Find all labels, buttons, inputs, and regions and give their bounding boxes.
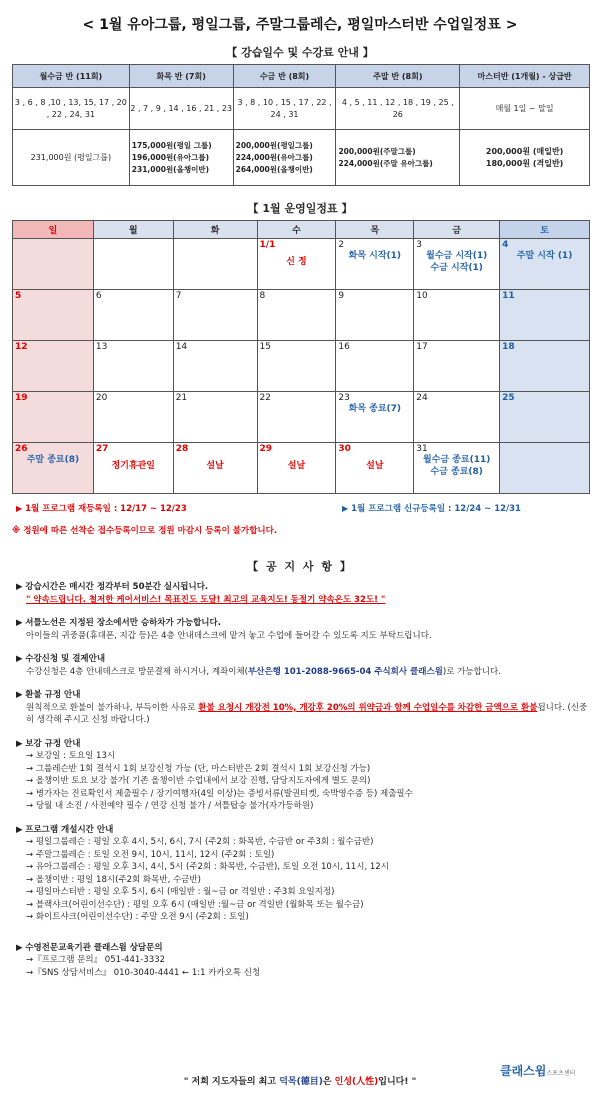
fee-header: 월수금 반 (11회) — [13, 65, 130, 88]
fee-dates: 매월 1일 ~ 말일 — [460, 88, 590, 130]
day-number: 11 — [502, 291, 515, 301]
day-number: 23 — [338, 393, 350, 403]
calendar-day — [93, 239, 173, 290]
calendar-day — [173, 239, 257, 290]
capacity-warning: ※ 정원에 따른 선착순 접수등록이므로 정원 마감시 등록이 불가합니다. — [12, 526, 278, 536]
calendar-day — [414, 392, 500, 443]
footer-slogan: " 저희 지도자들의 최고 덕목(德目)은 인성(人性)입니다! " — [183, 1077, 417, 1087]
calendar-title: 【 1월 운영일정표 】 — [247, 202, 353, 215]
calendar-day — [257, 290, 336, 341]
weekday-header: 금 — [414, 221, 500, 239]
makeup-item: → 올챙이반 토요 보강 불가( 기존 올챙이반 수업내에서 보강 진행, 담당지도자에게 별도 문의) — [26, 776, 371, 786]
day-number: 30 — [338, 444, 351, 454]
day-number: 2 — [338, 240, 345, 250]
calendar-day — [257, 443, 336, 494]
calendar-day — [500, 290, 590, 341]
calendar-event: 월수금 시작(1) — [426, 251, 488, 261]
notice-title: 【 공 지 사 항 】 — [247, 560, 353, 573]
makeup-item: → 병가자는 진료확인서 제출필수 / 장기여행자(4일 이상)는 증빙서류(발권티켓, 숙박영수증 등) 제출필수 — [26, 788, 413, 799]
day-number: 16 — [338, 342, 350, 352]
day-number: 1/1 — [259, 240, 276, 250]
calendar-day — [414, 290, 500, 341]
calendar-day — [93, 290, 173, 341]
calendar-day — [336, 392, 414, 443]
calendar-table — [12, 220, 590, 494]
calendar-event: 화목 종료(7) — [348, 404, 402, 414]
notice-payment: ▶ 수강신청 및 결제안내 수강신청은 4층 안내데스크로 방문결제 하시거나, 계좌이체(부산은행 101-2088-9665-04 주식회사 클래스윔)로 가능합니다. — [16, 654, 501, 677]
day-number: 21 — [175, 393, 188, 403]
calendar-event: 월수금 종료(11) — [423, 455, 491, 465]
calendar-event: 설날 — [287, 461, 306, 471]
day-number: 3 — [416, 240, 422, 250]
brand-logo: 클래스윔스포츠센터 — [500, 1064, 576, 1078]
fee-price: 231,000원 (평일그룹) — [13, 130, 130, 186]
day-number: 26 — [15, 444, 28, 454]
day-number: 4 — [502, 240, 509, 250]
calendar-day — [414, 239, 500, 290]
calendar-event: 신 정 — [286, 257, 307, 267]
day-number: 28 — [175, 444, 189, 454]
calendar-event: 설날 — [366, 461, 384, 471]
fee-header: 화목 반 (7회) — [129, 65, 233, 88]
notice-refund: ▶ 환불 규정 안내 원칙적으로 환불이 불가하나, 부득이한 사유로 환불 요청시 개강전 10%, 개강후 20%의 위약금과 함께 수업일수를 차감한 금액으로 환불됩니다. (신중히 생각해 주시고 신청 바랍니다.) — [16, 690, 588, 725]
calendar-day — [257, 341, 336, 392]
calendar-day — [336, 443, 414, 494]
fee-dates: 2 , 7 , 9 , 14 , 16 , 21 , 23 — [129, 88, 233, 130]
calendar-day — [13, 239, 94, 290]
triangle-icon: ▶ — [16, 618, 23, 628]
weekday-header: 일 — [13, 221, 94, 239]
makeup-item: → 당월 내 소진 / 사전예약 필수 / 연강 신청 불가 / 셔틀탑승 불가(자가등하원) — [26, 801, 314, 811]
calendar-day — [13, 341, 94, 392]
weekday-header: 토 — [500, 221, 590, 239]
fee-header: 주말 반 (8회) — [336, 65, 460, 88]
calendar-day — [173, 290, 257, 341]
calendar-day — [336, 239, 414, 290]
new-registration-period: ▶ 1월 프로그램 신규등록일 : 12/24 ~ 12/31 — [342, 504, 521, 514]
notice-makeup: ▶ 보강 규정 안내 → 보강일 : 토요일 13시 → 그룹레슨반 1회 결석시 1회 보강신청 가능 (단, 마스터반은 2회 결석시 1회 보강신청 가능) → 올챙이반 토요 보강 불가( 기존 올챙이반 수업내에서 보강 진행, 담당지도자에게 별도 문의) → 병가자는 진료확인서 제출필수 / 장기여행자(4일 이상)는 증빙서류(발권티켓, 숙박영수증 등) 제출필수 → 당월 내 소진 / 사전예약 필수 / 연강 신청 불가 / 셔틀탑승 불가(자가등하원) — [16, 738, 588, 813]
calendar-day — [500, 392, 590, 443]
day-number: 18 — [502, 342, 515, 352]
weekday-header: 월 — [93, 221, 173, 239]
program-item: → 주말그룹레슨 : 토일 오전 9시, 10시, 11시, 12시 (주2회 : 토일) — [26, 849, 275, 860]
fee-price: 200,000원(평일그룹) 224,000원(유아그룹) 264,000원(올챙이반) — [233, 130, 336, 186]
program-item: → 평일마스터반 : 평일 오후 5시, 6시 (매일반 : 월~금 or 격일반 : 주3회 요일지정) — [26, 887, 335, 897]
calendar-day — [13, 443, 94, 494]
triangle-icon: ▶ — [16, 654, 23, 664]
fee-table — [12, 64, 590, 186]
notice-time: ▶ 강습시간은 매시간 정각부터 50분간 실시됩니다. " 약속드립니다. 철저한 케어서비스! 목표진도 도달! 최고의 교육지도! 동절기 약속온도 32도! " — [16, 582, 386, 605]
day-number: 15 — [259, 342, 271, 352]
program-item: → 올챙이반 : 평일 18시(주2회 화목반, 수금반) — [26, 874, 201, 885]
calendar-day — [414, 443, 500, 494]
triangle-icon: ▶ — [16, 690, 23, 700]
calendar-day — [257, 392, 336, 443]
makeup-item: → 그룹레슨반 1회 결석시 1회 보강신청 가능 (단, 마스터반은 2회 결석시 1회 보강신청 가능) — [26, 763, 371, 774]
fee-price: 175,000원(평일 그룹) 196,000원(유아그룹) 231,000원(올챙이반) — [129, 130, 233, 186]
program-item: → 평일그룹레슨 : 평일 오후 4시, 5시, 6시, 7시 (주2회 : 화목반, 수금반 or 주3회 : 월수금반) — [26, 837, 374, 847]
weekday-header: 목 — [336, 221, 414, 239]
fee-header: 마스터반 (1개월) - 상급반 — [460, 65, 590, 88]
calendar-event: 주말 시작 (1) — [516, 251, 573, 261]
makeup-item: → 보강일 : 토요일 13시 — [26, 751, 116, 761]
triangle-icon: ▶ — [16, 738, 23, 749]
calendar-day — [173, 443, 257, 494]
fee-price: 200,000원(주말그룹) 224,000원(주말 유아그룹) — [336, 130, 460, 186]
triangle-icon: ▶ — [16, 942, 23, 953]
contact-item: →『프로그램 문의』 051-441-3332 — [26, 955, 166, 965]
calendar-day — [500, 239, 590, 290]
bank-account: 부산은행 101-2088-9665-04 주식회사 클래스윔 — [248, 666, 443, 677]
fee-header: 수금 반 (8회) — [233, 65, 336, 88]
notice-shuttle: ▶ 셔틀노선은 지정된 장소에서만 승하차가 가능합니다. 아이들의 귀중품(휴대폰, 지갑 등)은 4층 안내데스크에 맡겨 놓고 수업에 들어갈 수 있도록 지도 부탁드립니다. — [16, 618, 432, 641]
day-number: 8 — [259, 291, 266, 301]
fee-price: 200,000원 (매일반) 180,000원 (격일반) — [460, 130, 590, 186]
calendar-event: 주말 종료(8) — [26, 455, 80, 465]
calendar-day — [336, 290, 414, 341]
calendar-event: 수금 종료(8) — [430, 467, 483, 477]
day-number: 14 — [175, 342, 188, 352]
calendar-day — [13, 392, 94, 443]
calendar-day — [173, 392, 257, 443]
day-number: 25 — [502, 393, 515, 403]
calendar-day — [257, 239, 336, 290]
day-number: 6 — [95, 291, 102, 301]
calendar-day — [500, 443, 590, 494]
day-number: 10 — [416, 291, 428, 301]
notice-list — [16, 581, 588, 990]
program-item: → 화이트샤크(어린이선수단) : 주말 오전 9시 (주2회 : 토일) — [26, 912, 249, 922]
program-item: → 유아그룹레슨 : 평일 오후 3시, 4시, 5시 (주2회 : 화목반, 수금반), 토일 오전 10시, 11시, 12시 — [26, 862, 389, 872]
calendar-day — [173, 341, 257, 392]
fee-dates: 3 , 8 , 10 , 15 , 17 , 22 , 24 , 31 — [233, 88, 336, 130]
day-number: 9 — [338, 291, 345, 301]
fee-dates: 4 , 5 , 11 , 12 , 18 , 19 , 25 , 26 — [336, 88, 460, 130]
program-item: → 블랙샤크(어린이선수단) : 평일 오후 6시 (매일반 :월~금 or 격일반 (월화목 또는 월수금) — [26, 899, 364, 910]
day-number: 20 — [95, 393, 108, 403]
calendar-event: 수금 시작(1) — [430, 263, 483, 273]
calendar-day — [93, 392, 173, 443]
notice-programs: ▶ 프로그램 개설시간 안내 → 평일그룹레슨 : 평일 오후 4시, 5시, 6시, 7시 (주2회 : 화목반, 수금반 or 주3회 : 월수금반) → 주말그룹레슨 : 토일 오전 9시, 10시, 11시, 12시 (주2회 : 토일) → 유아그룹레슨 : 평일 오후 3시, 4시, 5시 (주2회 : 화목반, 수금반), 토일 오전 10시, 11시, 12시 → 올챙이반 : 평일 18시(주2회 화목반, 수금반) → 평일마스터반 : 평일 오후 5시, 6시 (매일반 : 월~금 or 격일반 : 주3회 요일지정) → 블랙샤크(어린이선수단) : 평일 오후 6시 (매일반 :월~금 or 격일반 (월화목 또는 월수금) → 화이트샤크(어린이선수단) : 주말 오전 9시 (주2회 : 토일) — [16, 824, 588, 924]
day-number: 17 — [416, 342, 428, 352]
triangle-icon: ▶ — [342, 504, 349, 513]
calendar-day — [13, 290, 94, 341]
day-number: 24 — [416, 393, 428, 403]
day-number: 19 — [15, 393, 28, 403]
triangle-icon: ▶ — [16, 824, 23, 835]
day-number: 29 — [259, 444, 273, 454]
calendar-event: 정기휴관일 — [111, 461, 156, 471]
triangle-icon: ▶ — [16, 504, 23, 513]
day-number: 13 — [95, 342, 108, 352]
page-title: < 1월 유아그룹, 평일그룹, 주말그룹레슨, 평일마스터반 수업일정표 > — [82, 17, 518, 33]
calendar-day — [93, 341, 173, 392]
weekday-header: 수 — [257, 221, 336, 239]
calendar-event: 설날 — [206, 461, 224, 471]
day-number: 22 — [259, 393, 271, 403]
contact-item: →『SNS 상담서비스』 010-3040-4441 ← 1:1 카카오톡 신청 — [26, 967, 261, 978]
reregistration-period: ▶ 1월 프로그램 재등록일 : 12/17 ~ 12/23 — [16, 504, 187, 514]
calendar-day — [500, 341, 590, 392]
day-number: 5 — [15, 291, 22, 301]
calendar-day — [93, 443, 173, 494]
weekday-header: 화 — [173, 221, 257, 239]
day-number: 12 — [15, 342, 28, 352]
calendar-day — [336, 341, 414, 392]
day-number: 27 — [95, 444, 109, 454]
fee-dates: 3 , 6 , 8 ,10 , 13, 15, 17 , 20 , 22 , 24, 31 — [13, 88, 130, 130]
fee-section-title: 【 강습일수 및 수강료 안내 】 — [226, 46, 374, 59]
calendar-event: 화목 시작(1) — [348, 251, 402, 261]
notice-contact: ▶ 수영전문교육기관 클래스윔 상담문의 →『프로그램 문의』 051-441-3332 →『SNS 상담서비스』 010-3040-4441 ← 1:1 카카오톡 신청 — [16, 942, 588, 980]
day-number: 7 — [175, 291, 182, 301]
calendar-day — [414, 341, 500, 392]
triangle-icon: ▶ — [16, 582, 23, 592]
day-number: 31 — [416, 444, 428, 454]
